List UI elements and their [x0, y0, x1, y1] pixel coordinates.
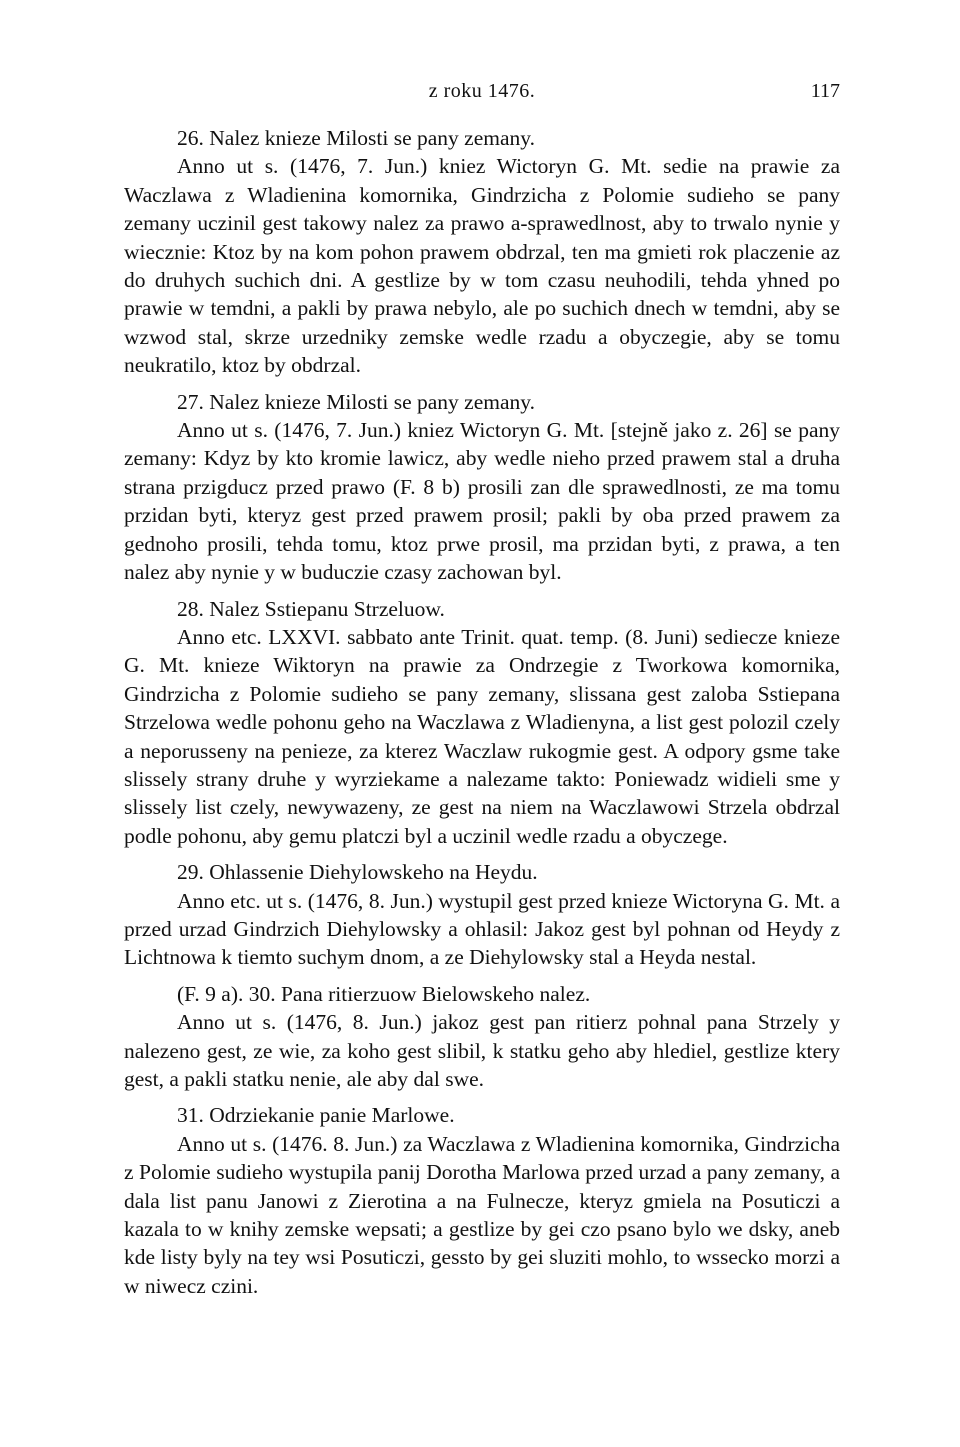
entry-text: Anno ut s. (1476. 8. Jun.) za Waczlawa z Wladienina komornika, Gindrzicha z Polomie sudieho wystupila panij Dorotha Marlowa przed urzad a pany zemany, a dala list panu Janowi z Zierotina a na Fulnecze, kteryz gmiela na Posuticzi a kazala to w knihy zemske wepsati; a gestlize by gei czo psano bylo we dsky, aneb kde listy byly na tey wsi Posuticzi, gessto by gei sluziti mohlo, to wssecko morzi a w niwecz czini.	[124, 1131, 840, 1298]
entry-title: 31. Odrziekanie panie Marlowe.	[177, 1103, 455, 1128]
document-body	[124, 124, 840, 1300]
entry-text: Anno etc. LXXVI. sabbato ante Trinit. quat. temp. (8. Juni) sediecze knieze G. Mt. knieze Wiktoryn na prawie za Ondrzegie z Tworkowa komornika, Gindrzicha z Polomie sudieho se pany zemany, slissana gest zaloba Sstiepana Strzelowa wedle pohonu geho na Waczlawa z Wladienyna, a list gest polozil czely a neporusseny na penieze, za kterez Waczlaw rukogmie gest. A odpory gsme take slissely strany druhe y wyrziekame a nalezame takto: Poniewadz widieli sme y slissely list czely, newywazeny, ze gest na niem na Waczlawowi Strzela obdrzal podle pohonu, aby gemu platczi byl a uczinil wedle rzadu a obyczege.	[124, 624, 840, 848]
entry-title: 28. Nalez Sstiepanu Strzeluow.	[177, 596, 445, 621]
page-number: 117	[810, 80, 840, 102]
entry-text: Anno ut s. (1476, 8. Jun.) jakoz gest pan ritierz pohnal pana Strzely y nalezeno gest, ze wie, za koho gest slibil, k statku geho aby hlediel, gestlize ktery gest, a pakli statku nenie, ale aby dal swe.	[124, 1010, 840, 1091]
entry-text: Anno ut s. (1476, 7. Jun.) kniez Wictoryn G. Mt. [stejně jako z. 26] se pany zemany: Kdyz by kto kromie lawicz, aby wedle nieho przed prawem stal a druha strana przigducz przed prawo (F. 8 b) prosili zan dle sprawedlnosti, ze ma tomu przidan byti, kteryz gest przed prawem prosil; pakli by oba przed prawem za gednoho prosili, tehda tomu, ktoz prwe prosil, ma przidan byti, z prawa, a ten nalez aby nynie y w buduczie czasy zachowan byl.	[124, 418, 840, 585]
entry-26	[124, 124, 840, 380]
entry-title: 26. Nalez knieze Milosti se pany zemany.	[177, 126, 536, 150]
entry-title: 29. Ohlassenie Diehylowskeho na Heydu.	[177, 860, 538, 885]
entry-title: (F. 9 a). 30. Pana ritierzuow Bielowskeho nalez.	[177, 981, 591, 1006]
entry-31	[124, 1101, 840, 1300]
entry-30	[124, 980, 840, 1094]
entry-27	[124, 388, 840, 587]
entry-title: 27. Nalez knieze Milosti se pany zemany.	[177, 389, 536, 414]
entry-28	[124, 595, 840, 851]
entry-29	[124, 858, 840, 972]
running-title: z roku 1476.	[428, 80, 536, 102]
page-header	[124, 76, 840, 106]
entry-text: Anno etc. ut s. (1476, 8. Jun.) wystupil gest przed knieze Wictoryna G. Mt. a przed urzad Gindrzich Diehylowsky a ohlasil: Jakoz gest byl pohnan od Heydy z Lichtnowa k tiemto suchym dnom, a ze Diehylowsky stal a Heyda nestal.	[124, 888, 840, 970]
entry-text: Anno ut s. (1476, 7. Jun.) kniez Wictoryn G. Mt. sedie na prawie za Waczlawa z Wladienina komornika, Gindrzicha z Polomie sudieho se pany zemany uczinil gest takowy nalez za prawo a-sprawedlnost, aby to trwalo nynie y wiecznie: Ktoz by na kom pohon prawem obdrzal, ten ma gmieti rok placzenie az do druhych suchich dni. A gestlize by w tom czasu neuhodili, tehda yhned po prawie w temdni, a pakli by prawa nebylo, ale po suchich dnech w temdni, aby se wzwod stal, skrze urzedniky zemske wedle rzadu a obyczegie, aby se tomu neukratilo, ktoz by obdrzal.	[124, 154, 840, 378]
